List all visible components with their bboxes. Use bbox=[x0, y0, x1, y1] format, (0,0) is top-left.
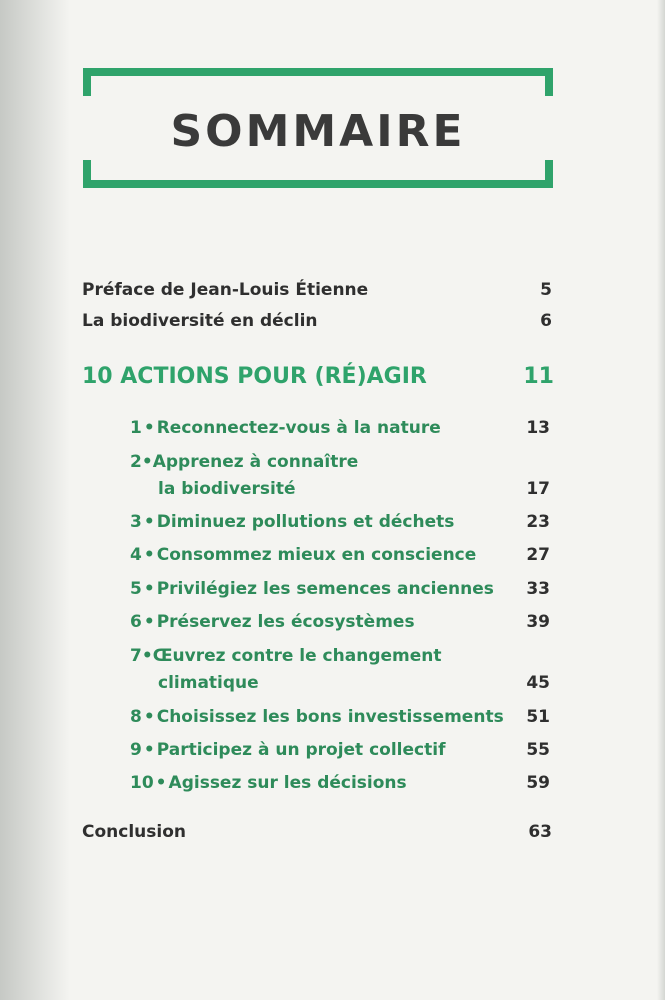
action-text bbox=[130, 452, 358, 472]
page-shadow-right bbox=[657, 0, 665, 1000]
action-label: Diminuez pollutions et déchets bbox=[156, 512, 455, 532]
bullet: • bbox=[143, 512, 155, 532]
page-title: SOMMAIRE bbox=[170, 106, 466, 157]
frame-top-bar bbox=[83, 68, 553, 76]
action-number: 8 bbox=[130, 707, 142, 727]
frame-bottom-bar bbox=[83, 180, 553, 188]
action-page: 13 bbox=[526, 418, 550, 438]
toc-action-item[interactable] bbox=[130, 612, 550, 632]
action-page: 55 bbox=[526, 740, 550, 760]
action-page: 33 bbox=[526, 579, 550, 599]
toc-action-item[interactable] bbox=[130, 646, 550, 698]
section-label: 10 ACTIONS POUR (RÉ)AGIR bbox=[82, 364, 427, 389]
frame-corner bbox=[83, 68, 91, 96]
toc-entry-conclusion[interactable] bbox=[82, 822, 552, 842]
action-text bbox=[130, 707, 526, 727]
action-page: 51 bbox=[526, 707, 550, 727]
frame-corner bbox=[545, 68, 553, 96]
toc-entry-page: 6 bbox=[540, 311, 552, 331]
toc-entry-label: Préface de Jean-Louis Étienne bbox=[82, 280, 369, 300]
section-page: 11 bbox=[523, 364, 554, 389]
bullet: • bbox=[143, 418, 155, 438]
action-page: 27 bbox=[526, 545, 550, 565]
action-text bbox=[130, 579, 526, 599]
toc-action-item[interactable] bbox=[130, 418, 550, 438]
action-label: Reconnectez-vous à la nature bbox=[156, 418, 441, 438]
page-shadow-left bbox=[0, 0, 70, 1000]
action-text bbox=[130, 773, 526, 793]
action-number: 7 bbox=[130, 646, 142, 666]
action-text bbox=[130, 545, 526, 565]
action-label: Participez à un projet collectif bbox=[156, 740, 446, 760]
action-number: 4 bbox=[130, 545, 142, 565]
toc-action-item[interactable] bbox=[130, 512, 550, 532]
bullet: • bbox=[143, 707, 155, 727]
toc-action-item[interactable] bbox=[130, 579, 550, 599]
action-text bbox=[130, 646, 442, 666]
action-label: Agissez sur les décisions bbox=[168, 773, 407, 793]
bullet: • bbox=[143, 545, 155, 565]
toc-action-item[interactable] bbox=[130, 707, 550, 727]
bullet: • bbox=[141, 646, 153, 666]
bullet: • bbox=[143, 579, 155, 599]
action-number: 6 bbox=[130, 612, 142, 632]
toc-entry-biodiversite[interactable] bbox=[82, 311, 552, 331]
toc-entry-preface[interactable] bbox=[82, 280, 552, 300]
title-frame bbox=[83, 68, 553, 188]
action-label: Choisissez les bons investissements bbox=[156, 707, 504, 727]
toc-action-item[interactable] bbox=[130, 545, 550, 565]
toc-section-heading[interactable] bbox=[82, 364, 554, 389]
toc-action-item[interactable] bbox=[130, 773, 550, 793]
action-label: Œuvrez contre le changement bbox=[152, 646, 442, 666]
action-label-line2: la biodiversité bbox=[158, 479, 296, 499]
action-page: 23 bbox=[526, 512, 550, 532]
action-label: Privilégiez les semences anciennes bbox=[156, 579, 494, 599]
action-page: 59 bbox=[526, 773, 550, 793]
action-text bbox=[130, 612, 526, 632]
action-page: 17 bbox=[526, 479, 550, 499]
action-text bbox=[130, 418, 526, 438]
action-text bbox=[130, 512, 526, 532]
toc-entry-page: 63 bbox=[528, 822, 552, 842]
action-text bbox=[130, 740, 526, 760]
bullet: • bbox=[141, 452, 153, 472]
action-number: 5 bbox=[130, 579, 142, 599]
action-label-line2: climatique bbox=[158, 673, 259, 693]
action-number: 9 bbox=[130, 740, 142, 760]
toc-entry-label: La biodiversité en déclin bbox=[82, 311, 318, 331]
action-label: Apprenez à connaître bbox=[152, 452, 359, 472]
bullet: • bbox=[143, 740, 155, 760]
toc-entry-page: 5 bbox=[540, 280, 552, 300]
toc-entry-label: Conclusion bbox=[82, 822, 186, 842]
action-number: 3 bbox=[130, 512, 142, 532]
toc-action-item[interactable] bbox=[130, 452, 550, 504]
action-label: Préservez les écosystèmes bbox=[156, 612, 415, 632]
action-page: 45 bbox=[526, 673, 550, 693]
action-page: 39 bbox=[526, 612, 550, 632]
action-number: 2 bbox=[130, 452, 142, 472]
bullet: • bbox=[155, 773, 167, 793]
action-number: 10 bbox=[130, 773, 154, 793]
action-number: 1 bbox=[130, 418, 142, 438]
action-label: Consommez mieux en conscience bbox=[156, 545, 477, 565]
toc-action-item[interactable] bbox=[130, 740, 550, 760]
bullet: • bbox=[143, 612, 155, 632]
